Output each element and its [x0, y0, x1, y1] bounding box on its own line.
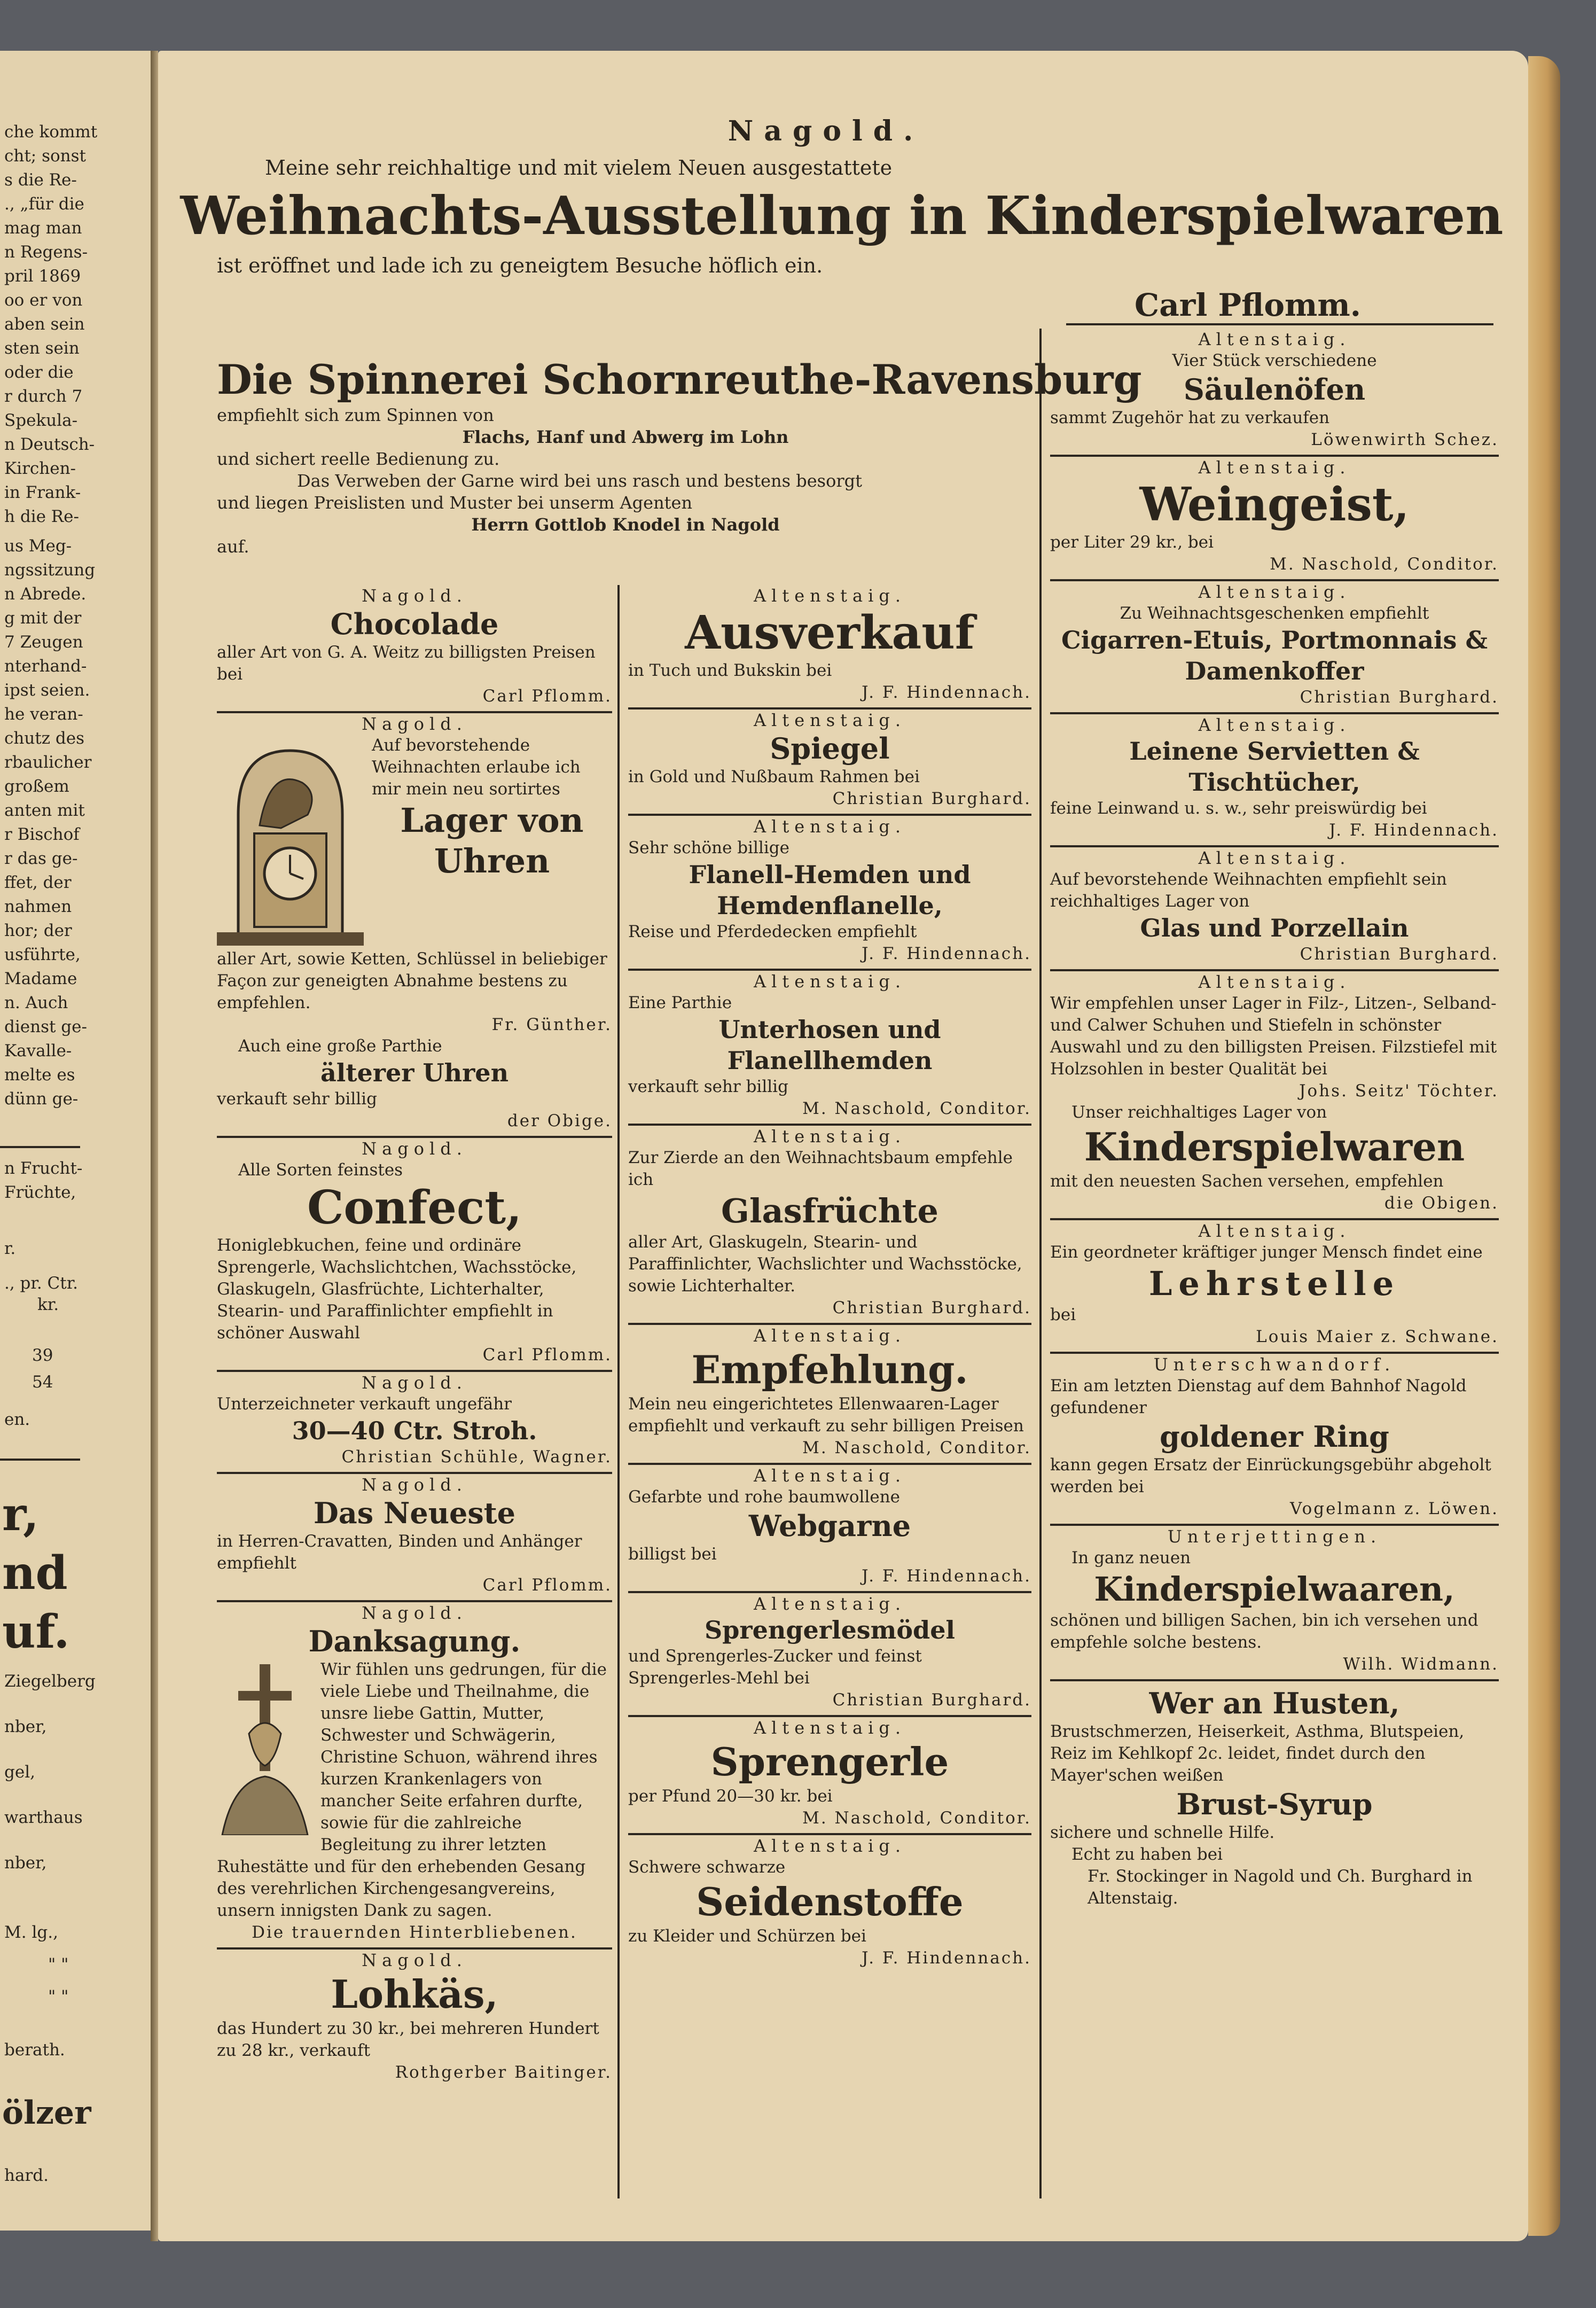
ad-text: Eine Parthie — [628, 993, 732, 1012]
left-text-line: Kirchen- — [4, 459, 76, 478]
spinnerei-text: Herrn Gottlob Knodel in Nagold — [471, 514, 780, 535]
left-text-line: s die Re- — [4, 170, 77, 190]
ad-flanell — [628, 814, 1031, 964]
ad-headline: Leinene Servietten & Tischtücher, — [1129, 737, 1420, 797]
ad-porzellain — [1050, 845, 1499, 965]
ad-signature: J. F. Hindennach. — [1329, 821, 1499, 840]
ad-location: Altenstaig. — [754, 971, 906, 992]
left-text-line: usführte, — [4, 945, 81, 964]
ad-saeulenoefen — [1050, 329, 1499, 450]
ad-signature: Die trauernden Hinterbliebenen. — [252, 1923, 577, 1942]
ad-location: Altenstaig. — [1198, 582, 1351, 602]
ad-location: Altenstaig. — [1198, 848, 1351, 868]
left-text-line: ., „für die — [4, 194, 84, 214]
column-divider — [1066, 323, 1493, 325]
ad-headline: Lehrstelle — [1148, 1264, 1401, 1303]
ad-location: Unterschwandorf. — [1153, 1354, 1396, 1375]
ad-signature: Christian Burghard. — [832, 789, 1031, 808]
spinnerei-text: auf. — [217, 536, 249, 557]
masthead-signature: Carl Pflomm. — [1135, 287, 1361, 323]
ad-location: Altenstaig. — [754, 1126, 906, 1147]
left-text-line: ipst seien. — [4, 681, 90, 700]
ad-signature: Vogelmann z. Löwen. — [1290, 1499, 1499, 1518]
ad-headline: Kinderspielwaaren, — [1094, 1570, 1455, 1609]
ad-signature: J. F. Hindennach. — [862, 1948, 1031, 1968]
ad-headline: Glas und Porzellain — [1140, 914, 1409, 942]
left-big-text: uf. — [2, 1605, 70, 1659]
ad-location: Nagold. — [362, 1950, 467, 1970]
left-text-line: pril 1869 — [4, 267, 81, 286]
ad-text: Auch eine große Parthie — [238, 1036, 442, 1056]
left-text-line: cht; sonst — [4, 146, 86, 166]
left-text-line: r. — [4, 1239, 16, 1258]
ad-signature: J. F. Hindennach. — [862, 944, 1031, 963]
ad-signature: Christian Burghard. — [832, 1298, 1031, 1317]
page-gutter — [151, 51, 158, 2241]
ad-signature: der Obige. — [507, 1111, 612, 1130]
ad-signature: Wilh. Widmann. — [1343, 1655, 1499, 1674]
ad-chocolade — [217, 585, 612, 707]
left-text-line: aben sein — [4, 315, 85, 334]
left-text-line: M. lg., — [4, 1923, 58, 1942]
left-big-text: ölzer — [2, 2094, 91, 2132]
ad-signature: Johs. Seitz' Töchter. — [1299, 1081, 1499, 1101]
ad-location: Altenstaig. — [754, 816, 906, 837]
left-divider — [0, 1146, 80, 1148]
left-text-line: anten mit — [4, 801, 85, 820]
ad-text: aller Art, sowie Ketten, Schlüssel in beliebiger Façon zur geneigten Abnahme bestens zu empfehlen. — [217, 949, 607, 1012]
ad-location: Altenstaig. — [754, 1594, 906, 1614]
ad-signature: die Obigen. — [1384, 1194, 1499, 1213]
left-text-line: nber, — [4, 1717, 47, 1736]
ad-location: Altenstaig. — [754, 710, 906, 730]
left-text-line: ., pr. Ctr. — [4, 1274, 78, 1293]
ad-text: aller Art, Glaskugeln, Stearin- und Paraffinlichter, Wachslichter und Wachsstöcke, sowie Lichterhalter. — [628, 1233, 1022, 1296]
ad-text: Zur Zierde an den Weihnachtsbaum empfehle ich — [628, 1148, 1013, 1189]
ad-text: per Pfund 20—30 kr. bei — [628, 1787, 833, 1806]
left-text-line: gel, — [4, 1763, 35, 1782]
ad-text: Schwere schwarze — [628, 1858, 786, 1877]
ad-signature: Christian Burghard. — [1300, 688, 1499, 707]
ad-headline: Glasfrüchte — [721, 1191, 938, 1230]
ad-brust-syrup — [1050, 1679, 1499, 1909]
ad-text: Ein am letzten Dienstag auf dem Bahnhof Nagold gefundener — [1050, 1376, 1467, 1417]
left-text-line: Kavalle- — [4, 1041, 72, 1061]
left-text-line: 54 — [32, 1373, 53, 1392]
left-text-line: nahmen — [4, 897, 72, 916]
ad-text: Wir fühlen uns gedrungen, für die viele Liebe und Theilnahme, die unsre liebe Gattin, Mutter, Schwester und Schwägerin, Christine Schuon, während ihres kurzen Krankenlagers von mancher Seite erfahren durfte, sowie für die zahlreiche Begleitung zu ihrer letzten Ruhestätte und für den erhebenden Gesang des verehrlichen Kirchengesangvereins, unsern innigsten Dank zu sagen. — [217, 1660, 607, 1920]
left-big-text: r, — [2, 1487, 39, 1541]
spinnerei-text: Das Verweben der Garne wird bei uns rasch und bestens besorgt — [297, 471, 862, 491]
left-page-fragment — [0, 51, 154, 2231]
left-text-line: mag man — [4, 219, 82, 238]
ad-text: Auf bevorstehende Weihnachten erlaube ich mir mein neu sortirtes — [372, 736, 581, 799]
left-text-line: " " — [48, 1955, 69, 1974]
ad-headline: Unterhosen und Flanellhemden — [718, 1015, 941, 1075]
clock-illustration — [217, 735, 364, 948]
ad-text: Echt zu haben bei — [1071, 1845, 1223, 1864]
ad-text: verkauft sehr billig — [217, 1089, 377, 1109]
ad-signature: Christian Schühle, Wagner. — [341, 1447, 612, 1467]
ad-location: Altenstaig. — [754, 1325, 906, 1346]
left-big-text: nd — [2, 1546, 68, 1600]
ad-headline: Danksagung. — [308, 1624, 521, 1658]
ad-filzschuhe — [1050, 969, 1499, 1214]
ad-signature: Rothgerber Baitinger. — [395, 2063, 612, 2082]
left-text-line: n Deutsch- — [4, 435, 95, 454]
ad-text: Auf bevorstehende Weihnachten empfiehlt sein reichhaltiges Lager von — [1050, 870, 1447, 911]
ad-cigarren — [1050, 579, 1499, 708]
ad-text: Unser reichhaltiges Lager von — [1071, 1103, 1327, 1122]
left-text-line: Spekula- — [4, 411, 78, 430]
left-text-line: he veran- — [4, 705, 83, 724]
ad-signature: Fr. Günther. — [491, 1015, 612, 1034]
ad-location: Nagold. — [362, 1475, 467, 1495]
left-text-line: ffet, der — [4, 873, 72, 892]
left-text-line: Ziegelberg — [4, 1672, 96, 1691]
ad-location: Nagold. — [362, 1139, 467, 1159]
ad-danksagung — [217, 1600, 612, 1943]
ad-text: in Gold und Nußbaum Rahmen bei — [628, 767, 920, 786]
ad-text: Sehr schöne billige — [628, 838, 789, 857]
ad-location: Nagold. — [362, 586, 467, 606]
ad-text: Reise und Pferdedecken empfiehlt — [628, 922, 917, 941]
spinnerei-text: Flachs, Hanf und Abwerg im Lohn — [462, 427, 789, 447]
ad-text: Alle Sorten feinstes — [238, 1160, 403, 1180]
ad-signature: Löwenwirth Schez. — [1311, 430, 1499, 449]
column-2 — [628, 585, 1031, 1969]
left-text-line: ngssitzung — [4, 560, 96, 580]
ad-text: In ganz neuen — [1071, 1548, 1191, 1568]
ad-text: Honiglebkuchen, feine und ordinäre Sprengerle, Wachslichtchen, Wachsstöcke, Glaskugeln, Glasfrüchte, Lichterhalter, Stearin- und Paraffinlichter empfiehlt in schöner Auswahl — [217, 1236, 577, 1343]
ad-location: Nagold. — [362, 1373, 467, 1393]
ad-location: Altenstaig. — [1198, 972, 1351, 992]
ad-signature: Louis Maier z. Schwane. — [1256, 1327, 1499, 1346]
ad-signature: J. F. Hindennach. — [862, 1566, 1031, 1586]
ad-text: schönen und billigen Sachen, bin ich versehen und empfehle solche bestens. — [1050, 1611, 1478, 1652]
ad-seidenstoffe — [628, 1833, 1031, 1969]
ad-webgarne — [628, 1463, 1031, 1587]
ad-signature: Carl Pflomm. — [482, 1345, 612, 1364]
left-text-line: melte es — [4, 1065, 75, 1085]
ad-servietten — [1050, 712, 1499, 841]
ad-headline: Kinderspielwaren — [1084, 1124, 1465, 1169]
ad-text: per Liter 29 kr., bei — [1050, 533, 1214, 552]
left-text-line: großem — [4, 777, 69, 796]
ad-spiegel — [628, 707, 1031, 809]
ad-unterhosen — [628, 969, 1031, 1119]
ad-location: Nagold. — [362, 1603, 467, 1623]
left-text-line: nber, — [4, 1853, 47, 1873]
ad-neueste — [217, 1472, 612, 1596]
ad-headline: Säulenöfen — [1183, 372, 1366, 407]
ad-signature: Christian Burghard. — [1300, 945, 1499, 964]
ad-headline: Cigarren-Etuis, Portmonnais & Damenkoffer — [1061, 626, 1488, 685]
ad-headline: Sprengerlesmödel — [705, 1616, 955, 1644]
ad-text: Mein neu eingerichtetes Ellenwaaren-Lager empfiehlt und verkauft zu sehr billigen Preisen — [628, 1394, 1024, 1436]
left-text-line: kr. — [37, 1295, 59, 1314]
left-text-line: n Regens- — [4, 243, 88, 262]
ad-location: Altenstaig. — [754, 1465, 906, 1486]
ad-text: und Sprengerles-Zucker und feinst Sprengerles-Mehl bei — [628, 1647, 922, 1688]
ad-sprengerle — [628, 1715, 1031, 1829]
ad-ausverkauf — [628, 585, 1031, 703]
left-text-line: 7 Zeugen — [4, 633, 83, 652]
left-text-line: oder die — [4, 363, 74, 382]
newspaper-page — [158, 51, 1528, 2241]
ad-location: Altenstaig. — [1198, 457, 1351, 478]
ad-glasfruechte — [628, 1124, 1031, 1319]
left-text-line: berath. — [4, 2040, 65, 2060]
ad-headline: Seidenstoffe — [696, 1879, 964, 1924]
ad-stroh — [217, 1370, 612, 1468]
left-text-line: dienst ge- — [4, 1017, 87, 1036]
ad-signature: Christian Burghard. — [832, 1690, 1031, 1710]
ad-text: Gefarbte und rohe baumwollene — [628, 1487, 901, 1507]
ad-text: sammt Zugehör hat zu verkaufen — [1050, 408, 1330, 427]
ad-headline: älterer Uhren — [320, 1058, 509, 1087]
ad-text: Zu Weihnachtsgeschenken empfiehlt — [1120, 604, 1429, 623]
ad-location: Altenstaig. — [1198, 329, 1351, 349]
left-text-line: in Frank- — [4, 483, 81, 502]
ad-text: Brustschmerzen, Heiserkeit, Asthma, Blutspeien, Reiz im Kehlkopf 2c. leidet, findet durch den Mayer'schen weißen — [1050, 1722, 1465, 1785]
left-text-line: Madame — [4, 969, 77, 988]
left-text-line: " " — [48, 1987, 69, 2006]
ad-sprengerlesmoedel — [628, 1591, 1031, 1711]
ad-signature: Carl Pflomm. — [482, 687, 612, 706]
masthead-title: Weihnachts-Ausstellung in Kinderspielwaren — [180, 185, 1504, 247]
masthead-place: Nagold. — [727, 115, 924, 147]
ad-headline: Sprengerle — [710, 1739, 949, 1784]
ad-text: aller Art von G. A. Weitz zu billigsten Preisen bei — [217, 643, 596, 684]
left-text-line: hor; der — [4, 921, 72, 940]
column-1 — [217, 585, 612, 2083]
left-text-line: n Abrede. — [4, 584, 87, 604]
left-text-line: r Bischof — [4, 825, 80, 844]
left-text-line: sten sein — [4, 339, 80, 358]
ad-headline: Empfehlung. — [691, 1347, 968, 1392]
left-divider — [0, 1459, 80, 1461]
ad-text: verkauft sehr billig — [628, 1077, 788, 1096]
ad-text: zu Kleider und Schürzen bei — [628, 1927, 866, 1946]
left-text-line: en. — [4, 1410, 30, 1429]
spinnerei-text: empfiehlt sich zum Spinnen von — [217, 405, 494, 425]
ad-signature: M. Naschold, Conditor. — [802, 1808, 1031, 1828]
ad-headline: Spiegel — [770, 731, 890, 766]
ad-headline: Flanell-Hemden und Hemdenflanelle, — [689, 860, 971, 920]
ad-location: Altenstaig. — [754, 1836, 906, 1856]
masthead-subline: ist eröffnet und lade ich zu geneigtem Besuche höflich ein. — [217, 254, 823, 277]
ad-signature: M. Naschold, Conditor. — [1270, 555, 1499, 574]
ad-confect — [217, 1136, 612, 1366]
page-edge — [1528, 56, 1560, 2236]
column-rule — [1039, 329, 1042, 2198]
ad-kinderspielwaaren — [1050, 1524, 1499, 1675]
left-text-line: r das ge- — [4, 849, 78, 868]
ad-signature: M. Naschold, Conditor. — [802, 1099, 1031, 1118]
ad-lehrstelle — [1050, 1218, 1499, 1347]
left-text-line: Früchte, — [4, 1183, 76, 1202]
ad-text: Fr. Stockinger in Nagold und Ch. Burghard in Altenstaig. — [1088, 1867, 1473, 1908]
ad-headline: Brust-Syrup — [1176, 1787, 1373, 1821]
ad-text: Wir empfehlen unser Lager in Filz-, Litzen-, Selband- und Calwer Schuhen und Stiefeln in schönster Auswahl und zu den billigsten Preisen. Filzstiefel mit Holzsohlen in bester Qualität bei — [1050, 994, 1497, 1079]
ad-goldener-ring — [1050, 1352, 1499, 1519]
ad-location: Nagold. — [362, 714, 467, 734]
ad-lohkaes — [217, 1947, 612, 2083]
ad-text: sichere und schnelle Hilfe. — [1050, 1823, 1275, 1842]
ad-text: feine Leinwand u. s. w., sehr preiswürdig bei — [1050, 799, 1427, 818]
ad-headline: Ausverkauf — [685, 606, 975, 660]
left-text-line: 39 — [32, 1346, 53, 1365]
column-rule — [617, 585, 620, 2198]
spinnerei-title: Die Spinnerei Schornreuthe-Ravensburg — [217, 356, 1142, 403]
ad-headline: Lohkäs, — [331, 1971, 498, 2017]
ad-headline: Wer an Husten, — [1149, 1686, 1400, 1720]
ad-text: Ein geordneter kräftiger junger Mensch findet eine — [1050, 1243, 1483, 1262]
left-text-line: che kommt — [4, 122, 98, 142]
ad-text: kann gegen Ersatz der Einrückungsgebühr abgeholt werden bei — [1050, 1455, 1491, 1496]
ad-empfehlung — [628, 1323, 1031, 1459]
ad-headline: Das Neueste — [313, 1496, 516, 1530]
ad-text: bei — [1050, 1305, 1076, 1324]
ad-text: das Hundert zu 30 kr., bei mehreren Hundert zu 28 kr., verkauft — [217, 2019, 599, 2060]
ad-uhren — [217, 711, 612, 1132]
ad-headline: 30—40 Ctr. Stroh. — [292, 1416, 537, 1445]
ad-headline: Lager von Uhren — [400, 801, 584, 880]
ad-text: Vier Stück verschiedene — [1172, 351, 1377, 370]
left-text-line: dünn ge- — [4, 1089, 79, 1109]
ad-headline: goldener Ring — [1160, 1420, 1389, 1454]
ad-signature: M. Naschold, Conditor. — [802, 1438, 1031, 1457]
ad-headline: Webgarne — [748, 1509, 911, 1543]
ad-location: Altenstaig. — [754, 586, 906, 606]
left-text-line: n Frucht- — [4, 1159, 83, 1178]
left-text-line: g mit der — [4, 609, 82, 628]
ad-weingeist — [1050, 455, 1499, 575]
ad-text: billigst bei — [628, 1545, 717, 1564]
ad-location: Altenstaig. — [1198, 715, 1351, 735]
left-text-line: chutz des — [4, 729, 85, 748]
ad-headline: Confect, — [307, 1181, 522, 1235]
ad-text: in Tuch und Bukskin bei — [628, 661, 832, 680]
ad-signature: J. F. Hindennach. — [862, 683, 1031, 702]
column-3 — [1050, 329, 1499, 1909]
spinnerei-text: und liegen Preislisten und Muster bei unserm Agenten — [217, 493, 693, 513]
ad-text: in Herren-Cravatten, Binden und Anhänger empfiehlt — [217, 1532, 582, 1573]
left-text-line: nterhand- — [4, 657, 87, 676]
left-text-line: r durch 7 — [4, 387, 83, 406]
left-text-line: us Meg- — [4, 536, 72, 556]
left-text-line: rbaulicher — [4, 753, 92, 772]
ad-headline: Chocolade — [330, 607, 499, 641]
left-text-line: oo er von — [4, 291, 83, 310]
ad-signature: Carl Pflomm. — [482, 1576, 612, 1595]
ad-location: Unterjettingen. — [1167, 1526, 1382, 1547]
ad-location: Altenstaig. — [754, 1718, 906, 1738]
left-text-line: h die Re- — [4, 507, 79, 526]
spinnerei-text: und sichert reelle Bedienung zu. — [217, 449, 500, 469]
left-text-line: n. Auch — [4, 993, 68, 1012]
ad-headline: Weingeist, — [1139, 478, 1410, 532]
cross-illustration — [217, 1659, 313, 1835]
ad-location: Altenstaig. — [1198, 1221, 1351, 1241]
masthead-intro: Meine sehr reichhaltige und mit vielem Neuen ausgestattete — [265, 156, 893, 180]
ad-text: Unterzeichneter verkauft ungefähr — [217, 1394, 512, 1414]
left-text-line: hard. — [4, 2166, 49, 2185]
ad-text: mit den neuesten Sachen versehen, empfehlen — [1050, 1172, 1444, 1191]
left-text-line: warthaus — [4, 1808, 83, 1827]
